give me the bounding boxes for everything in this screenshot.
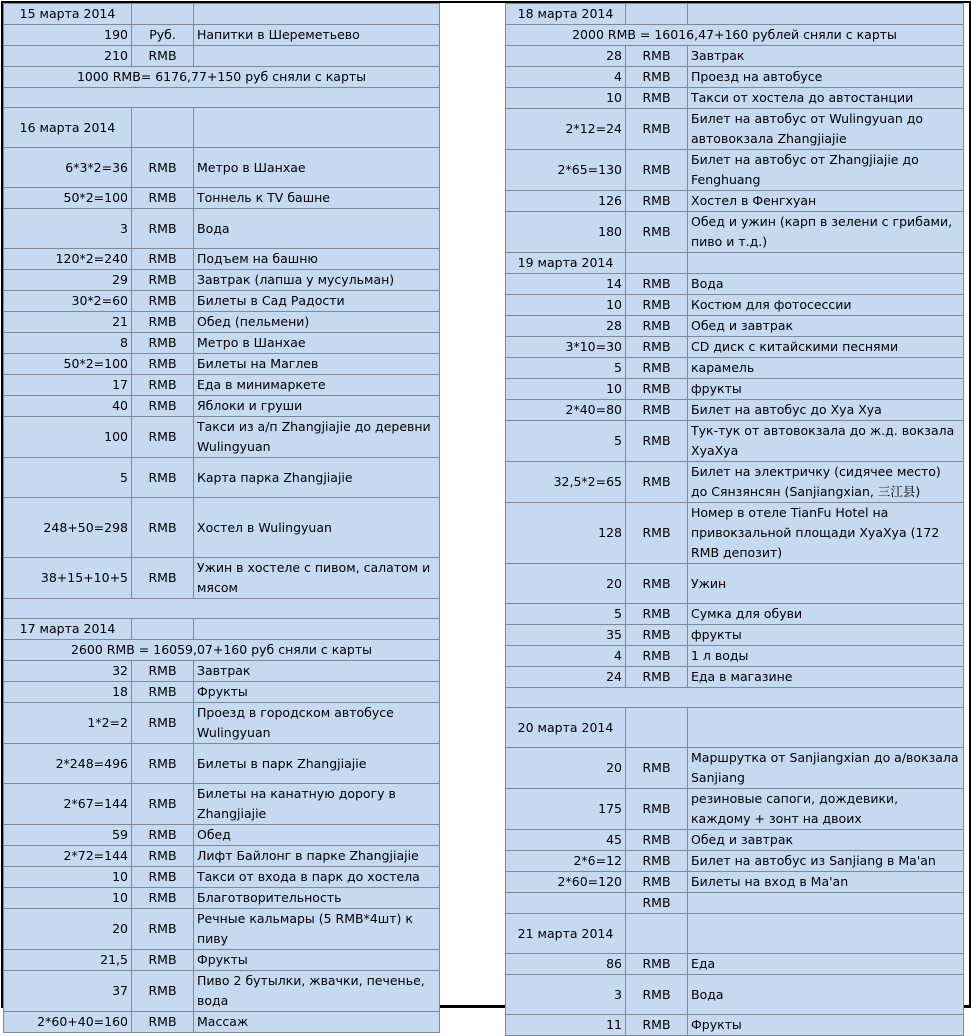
expense-row: [506, 88, 964, 109]
note-row: [506, 25, 964, 46]
date-row: [506, 708, 964, 748]
blank-cell[interactable]: [4, 88, 440, 108]
description-cell[interactable]: [194, 46, 440, 67]
expense-row: [4, 558, 440, 599]
amount-cell[interactable]: 4: [506, 646, 626, 667]
amount-cell[interactable]: 17: [4, 375, 132, 396]
amount-cell[interactable]: 11: [506, 1015, 626, 1036]
currency-cell[interactable]: RMB: [132, 312, 194, 333]
expense-row: [4, 333, 440, 354]
amount-cell[interactable]: 248+50=298: [4, 498, 132, 558]
expense-row: [506, 1015, 964, 1036]
expense-row: [506, 748, 964, 789]
date-row: [506, 914, 964, 954]
expense-row: [506, 274, 964, 295]
description-cell[interactable]: Лифт Байлонг в парке Zhangjiajie: [194, 846, 440, 867]
currency-cell[interactable]: RMB: [626, 975, 688, 1015]
currency-cell[interactable]: RMB: [132, 950, 194, 971]
description-cell[interactable]: Обед: [194, 825, 440, 846]
currency-cell[interactable]: RMB: [626, 667, 688, 688]
expense-row: [506, 954, 964, 975]
currency-cell[interactable]: RMB: [132, 909, 194, 950]
expense-row: [506, 400, 964, 421]
currency-cell[interactable]: RMB: [626, 337, 688, 358]
expense-row: [506, 191, 964, 212]
amount-cell[interactable]: 190: [4, 25, 132, 46]
currency-cell[interactable]: RMB: [626, 830, 688, 851]
expense-row: [506, 604, 964, 625]
currency-cell[interactable]: RMB: [132, 703, 194, 744]
description-cell[interactable]: Еда: [688, 954, 964, 975]
empty-cell[interactable]: [194, 4, 440, 25]
amount-cell[interactable]: 20: [506, 748, 626, 789]
description-cell[interactable]: Обед и завтрак: [688, 830, 964, 851]
date-row: [4, 4, 440, 25]
currency-cell[interactable]: RMB: [132, 498, 194, 558]
empty-cell[interactable]: [688, 914, 964, 954]
amount-cell[interactable]: 37: [4, 971, 132, 1012]
blank-row: [4, 88, 440, 108]
description-cell[interactable]: Билет на автобус до Хуа Хуа: [688, 400, 964, 421]
amount-cell[interactable]: 5: [506, 358, 626, 379]
amount-cell[interactable]: 3: [506, 975, 626, 1015]
expense-row: [506, 893, 964, 914]
amount-cell[interactable]: 4: [506, 67, 626, 88]
expense-row: [506, 67, 964, 88]
amount-cell[interactable]: 210: [4, 46, 132, 67]
amount-cell[interactable]: 30*2=60: [4, 291, 132, 312]
currency-cell[interactable]: RMB: [626, 625, 688, 646]
empty-cell[interactable]: [626, 708, 688, 748]
empty-cell[interactable]: [688, 253, 964, 274]
currency-cell[interactable]: RMB: [132, 46, 194, 67]
amount-cell[interactable]: 28: [506, 46, 626, 67]
amount-cell[interactable]: 21,5: [4, 950, 132, 971]
currency-cell[interactable]: RMB: [132, 291, 194, 312]
currency-cell[interactable]: RMB: [626, 212, 688, 253]
amount-cell[interactable]: 6*3*2=36: [4, 148, 132, 188]
currency-cell[interactable]: RMB: [132, 417, 194, 458]
currency-cell[interactable]: RMB: [132, 784, 194, 825]
currency-cell[interactable]: RMB: [626, 893, 688, 914]
currency-cell[interactable]: RMB: [626, 274, 688, 295]
expense-row: [4, 682, 440, 703]
currency-cell[interactable]: RMB: [626, 88, 688, 109]
currency-cell[interactable]: RMB: [132, 744, 194, 784]
expense-row: [506, 421, 964, 462]
expense-row: [4, 291, 440, 312]
amount-cell[interactable]: 21: [4, 312, 132, 333]
amount-cell[interactable]: 3*10=30: [506, 337, 626, 358]
amount-cell[interactable]: 5: [506, 604, 626, 625]
expense-row: [506, 212, 964, 253]
expense-row: [506, 830, 964, 851]
description-cell[interactable]: Обед (пельмени): [194, 312, 440, 333]
expense-row: [4, 148, 440, 188]
currency-cell[interactable]: RMB: [132, 148, 194, 188]
amount-cell[interactable]: 2*60+40=160: [4, 1012, 132, 1033]
amount-cell[interactable]: 45: [506, 830, 626, 851]
amount-cell[interactable]: 5: [506, 421, 626, 462]
expense-row: [4, 950, 440, 971]
currency-cell[interactable]: RMB: [132, 971, 194, 1012]
currency-cell[interactable]: RMB: [626, 789, 688, 830]
description-cell[interactable]: Билеты в парк Zhangjiajie: [194, 744, 440, 784]
amount-cell[interactable]: 10: [4, 867, 132, 888]
amount-cell[interactable]: 180: [506, 212, 626, 253]
expense-row: [4, 971, 440, 1012]
currency-cell[interactable]: RMB: [132, 846, 194, 867]
description-cell[interactable]: Фрукты: [194, 950, 440, 971]
amount-cell[interactable]: 10: [4, 888, 132, 909]
date-row: [506, 253, 964, 274]
withdrawal-note-cell[interactable]: 1000 RMB= 6176,77+150 руб сняли с карты: [4, 67, 440, 88]
amount-cell[interactable]: 3: [4, 209, 132, 249]
left-expense-table: [3, 3, 440, 1033]
expense-row: [506, 337, 964, 358]
description-cell[interactable]: Маршрутка от Sanjiangxian до а/вокзала Sanjiang: [688, 748, 964, 789]
description-cell[interactable]: Речные кальмары (5 RMB*4шт) к пиву: [194, 909, 440, 950]
description-cell[interactable]: Костюм для фотосессии: [688, 295, 964, 316]
withdrawal-note-cell[interactable]: 2000 RMB = 16016,47+160 рублей сняли с карты: [506, 25, 964, 46]
amount-cell[interactable]: 2*6=12: [506, 851, 626, 872]
amount-cell[interactable]: 59: [4, 825, 132, 846]
expense-row: [506, 789, 964, 830]
currency-cell[interactable]: RMB: [626, 379, 688, 400]
amount-cell[interactable]: 2*60=120: [506, 872, 626, 893]
description-cell[interactable]: Хостел в Wulingyuan: [194, 498, 440, 558]
currency-cell[interactable]: RMB: [132, 188, 194, 209]
expense-row: [4, 354, 440, 375]
description-cell[interactable]: Завтрак (лапша у мусульман): [194, 270, 440, 291]
empty-cell[interactable]: [626, 914, 688, 954]
expense-row: [4, 25, 440, 46]
date-cell[interactable]: 18 марта 2014: [506, 4, 626, 25]
description-cell[interactable]: Метро в Шанхае: [194, 148, 440, 188]
currency-cell[interactable]: RMB: [626, 954, 688, 975]
currency-cell[interactable]: RMB: [132, 249, 194, 270]
expense-row: [506, 625, 964, 646]
description-cell[interactable]: Билет на автобус из Sanjiang в Ma'an: [688, 851, 964, 872]
expense-row: [4, 744, 440, 784]
amount-cell[interactable]: 2*12=24: [506, 109, 626, 150]
amount-cell[interactable]: 35: [506, 625, 626, 646]
expense-row: [506, 109, 964, 150]
description-cell[interactable]: Подъем на башню: [194, 249, 440, 270]
expense-row: [4, 867, 440, 888]
expense-row: [4, 888, 440, 909]
amount-cell[interactable]: 5: [4, 458, 132, 498]
currency-cell[interactable]: RMB: [626, 872, 688, 893]
description-cell[interactable]: Номер в отеле TianFu Hotel на привокзальной площади ХуаХуа (172 RMB депозит): [688, 503, 964, 564]
currency-cell[interactable]: Руб.: [132, 25, 194, 46]
description-cell[interactable]: фрукты: [688, 625, 964, 646]
amount-cell[interactable]: 10: [506, 379, 626, 400]
amount-cell[interactable]: 40: [4, 396, 132, 417]
expense-row: [4, 396, 440, 417]
note-row: [4, 640, 440, 661]
description-cell[interactable]: Фрукты: [688, 1015, 964, 1036]
blank-row: [506, 688, 964, 708]
amount-cell[interactable]: 20: [4, 909, 132, 950]
description-cell[interactable]: Фрукты: [194, 682, 440, 703]
amount-cell[interactable]: 100: [4, 417, 132, 458]
amount-cell[interactable]: 128: [506, 503, 626, 564]
date-cell[interactable]: 15 марта 2014: [4, 4, 132, 25]
date-cell[interactable]: 21 марта 2014: [506, 914, 626, 954]
expense-row: [4, 846, 440, 867]
currency-cell[interactable]: RMB: [132, 825, 194, 846]
blank-cell[interactable]: [506, 688, 964, 708]
expense-row: [506, 316, 964, 337]
currency-cell[interactable]: RMB: [132, 682, 194, 703]
amount-cell[interactable]: 28: [506, 316, 626, 337]
amount-cell[interactable]: 2*248=496: [4, 744, 132, 784]
date-cell[interactable]: 20 марта 2014: [506, 708, 626, 748]
blank-row: [4, 599, 440, 619]
currency-cell[interactable]: RMB: [626, 46, 688, 67]
empty-cell[interactable]: [688, 708, 964, 748]
description-cell[interactable]: Еда в магазине: [688, 667, 964, 688]
description-cell[interactable]: Билеты на канатную дорогу в Zhangjiajie: [194, 784, 440, 825]
currency-cell[interactable]: RMB: [626, 564, 688, 604]
expense-row: [4, 46, 440, 67]
currency-cell[interactable]: RMB: [626, 1015, 688, 1036]
description-cell[interactable]: Сумка для обуви: [688, 604, 964, 625]
expense-row: [4, 188, 440, 209]
expense-row: [4, 784, 440, 825]
description-cell[interactable]: Хостел в Фенгхуан: [688, 191, 964, 212]
currency-cell[interactable]: RMB: [132, 1012, 194, 1033]
expense-row: [506, 150, 964, 191]
currency-cell[interactable]: RMB: [132, 375, 194, 396]
description-cell[interactable]: 1 л воды: [688, 646, 964, 667]
description-cell[interactable]: Тоннель к TV башне: [194, 188, 440, 209]
currency-cell[interactable]: RMB: [132, 558, 194, 599]
currency-cell[interactable]: RMB: [132, 661, 194, 682]
currency-cell[interactable]: RMB: [626, 150, 688, 191]
note-row: [4, 67, 440, 88]
currency-cell[interactable]: RMB: [626, 67, 688, 88]
amount-cell[interactable]: 24: [506, 667, 626, 688]
description-cell[interactable]: Билет на электричку (сидячее место) до Сянзянсян (Sanjiangxian, 三江县): [688, 462, 964, 503]
empty-cell[interactable]: [194, 619, 440, 640]
expense-row: [506, 851, 964, 872]
description-cell[interactable]: Билеты на вход в Ma'an: [688, 872, 964, 893]
currency-cell[interactable]: RMB: [132, 354, 194, 375]
amount-cell[interactable]: 86: [506, 954, 626, 975]
amount-cell[interactable]: 2*40=80: [506, 400, 626, 421]
amount-cell[interactable]: 50*2=100: [4, 354, 132, 375]
description-cell[interactable]: Напитки в Шереметьево: [194, 25, 440, 46]
amount-cell[interactable]: 2*67=144: [4, 784, 132, 825]
currency-cell[interactable]: RMB: [132, 458, 194, 498]
expense-row: [4, 661, 440, 682]
amount-cell[interactable]: 29: [4, 270, 132, 291]
expense-row: [4, 209, 440, 249]
description-cell[interactable]: фрукты: [688, 379, 964, 400]
description-cell[interactable]: Обед и завтрак: [688, 316, 964, 337]
expense-row: [506, 379, 964, 400]
amount-cell[interactable]: 32,5*2=65: [506, 462, 626, 503]
description-cell[interactable]: Еда в минимаркете: [194, 375, 440, 396]
description-cell[interactable]: Проезд в городском автобусе Wulingyuan: [194, 703, 440, 744]
description-cell[interactable]: Карта парка Zhangjiajie: [194, 458, 440, 498]
expense-row: [4, 249, 440, 270]
expense-row: [4, 909, 440, 950]
empty-cell[interactable]: [688, 4, 964, 25]
description-cell[interactable]: Завтрак: [688, 46, 964, 67]
description-cell[interactable]: CD диск с китайскими песнями: [688, 337, 964, 358]
currency-cell[interactable]: RMB: [132, 867, 194, 888]
currency-cell[interactable]: RMB: [626, 748, 688, 789]
currency-cell[interactable]: RMB: [132, 209, 194, 249]
description-cell[interactable]: [688, 893, 964, 914]
description-cell[interactable]: Благотворительность: [194, 888, 440, 909]
description-cell[interactable]: Проезд на автобусе: [688, 67, 964, 88]
expense-row: [506, 564, 964, 604]
empty-cell[interactable]: [626, 4, 688, 25]
amount-cell[interactable]: 126: [506, 191, 626, 212]
description-cell[interactable]: Яблоки и груши: [194, 396, 440, 417]
amount-cell[interactable]: 2*72=144: [4, 846, 132, 867]
expense-row: [506, 295, 964, 316]
description-cell[interactable]: Массаж: [194, 1012, 440, 1033]
currency-cell[interactable]: RMB: [626, 316, 688, 337]
currency-cell[interactable]: RMB: [626, 358, 688, 379]
description-cell[interactable]: Обед и ужин (карп в зелени с грибами, пиво и т.д.): [688, 212, 964, 253]
description-cell[interactable]: Билеты на Маглев: [194, 354, 440, 375]
expense-row: [4, 270, 440, 291]
description-cell[interactable]: Такси из а/п Zhangjiajie до деревни Wulingyuan: [194, 417, 440, 458]
date-row: [506, 4, 964, 25]
description-cell[interactable]: Метро в Шанхае: [194, 333, 440, 354]
description-cell[interactable]: Такси от входа в парк до хостела: [194, 867, 440, 888]
description-cell[interactable]: Ужин в хостеле с пивом, салатом и мясом: [194, 558, 440, 599]
currency-cell[interactable]: RMB: [626, 646, 688, 667]
description-cell[interactable]: резиновые сапоги, дождевики, каждому + зонт на двоих: [688, 789, 964, 830]
date-row: [4, 619, 440, 640]
description-cell[interactable]: карамель: [688, 358, 964, 379]
amount-cell[interactable]: 120*2=240: [4, 249, 132, 270]
amount-cell[interactable]: 8: [4, 333, 132, 354]
currency-cell[interactable]: RMB: [626, 851, 688, 872]
amount-cell[interactable]: 38+15+10+5: [4, 558, 132, 599]
expense-row: [4, 1012, 440, 1033]
withdrawal-note-cell[interactable]: 2600 RMB = 16059,07+160 руб сняли с карты: [4, 640, 440, 661]
description-cell[interactable]: Билеты в Сад Радости: [194, 291, 440, 312]
expense-row: [506, 462, 964, 503]
expense-row: [506, 503, 964, 564]
currency-cell[interactable]: RMB: [626, 191, 688, 212]
currency-cell[interactable]: RMB: [626, 421, 688, 462]
empty-cell[interactable]: [626, 253, 688, 274]
empty-cell[interactable]: [132, 619, 194, 640]
currency-cell[interactable]: RMB: [626, 604, 688, 625]
amount-cell[interactable]: 14: [506, 274, 626, 295]
expense-row: [506, 358, 964, 379]
currency-cell[interactable]: RMB: [626, 503, 688, 564]
description-cell[interactable]: Вода: [688, 975, 964, 1015]
right-expense-table: [505, 3, 964, 1036]
description-cell[interactable]: Билет на автобус от Wulingyuan до автовокзала Zhangjiajie: [688, 109, 964, 150]
empty-cell[interactable]: [132, 108, 194, 148]
description-cell[interactable]: Такси от хостела до автостанции: [688, 88, 964, 109]
empty-cell[interactable]: [194, 108, 440, 148]
date-cell[interactable]: 16 марта 2014: [4, 108, 132, 148]
expense-row: [506, 667, 964, 688]
currency-cell[interactable]: RMB: [626, 295, 688, 316]
date-cell[interactable]: 19 марта 2014: [506, 253, 626, 274]
expense-row: [4, 458, 440, 498]
date-cell[interactable]: 17 марта 2014: [4, 619, 132, 640]
amount-cell[interactable]: 50*2=100: [4, 188, 132, 209]
expense-row: [506, 646, 964, 667]
description-cell[interactable]: Вода: [194, 209, 440, 249]
amount-cell[interactable]: [506, 893, 626, 914]
empty-cell[interactable]: [132, 4, 194, 25]
expense-row: [4, 375, 440, 396]
description-cell[interactable]: Пиво 2 бутылки, жвачки, печенье, вода: [194, 971, 440, 1012]
expense-row: [4, 417, 440, 458]
amount-cell[interactable]: 1*2=2: [4, 703, 132, 744]
expense-row: [4, 703, 440, 744]
amount-cell[interactable]: 2*65=130: [506, 150, 626, 191]
description-cell[interactable]: Ужин: [688, 564, 964, 604]
amount-cell[interactable]: 18: [4, 682, 132, 703]
currency-cell[interactable]: RMB: [132, 396, 194, 417]
amount-cell[interactable]: 32: [4, 661, 132, 682]
date-row: [4, 108, 440, 148]
description-cell[interactable]: Билет на автобус от Zhangjiajie до Fenghuang: [688, 150, 964, 191]
expense-row: [4, 312, 440, 333]
expense-row: [506, 975, 964, 1015]
currency-cell[interactable]: RMB: [132, 888, 194, 909]
description-cell[interactable]: Вода: [688, 274, 964, 295]
currency-cell[interactable]: RMB: [132, 333, 194, 354]
amount-cell[interactable]: 10: [506, 295, 626, 316]
currency-cell[interactable]: RMB: [626, 109, 688, 150]
amount-cell[interactable]: 175: [506, 789, 626, 830]
amount-cell[interactable]: 10: [506, 88, 626, 109]
blank-cell[interactable]: [4, 599, 440, 619]
amount-cell[interactable]: 20: [506, 564, 626, 604]
expense-row: [506, 872, 964, 893]
description-cell[interactable]: Тук-тук от автовокзала до ж.д. вокзала ХуаХуа: [688, 421, 964, 462]
currency-cell[interactable]: RMB: [626, 462, 688, 503]
expense-row: [506, 46, 964, 67]
expense-row: [4, 825, 440, 846]
currency-cell[interactable]: RMB: [626, 400, 688, 421]
description-cell[interactable]: Завтрак: [194, 661, 440, 682]
expense-row: [4, 498, 440, 558]
currency-cell[interactable]: RMB: [132, 270, 194, 291]
